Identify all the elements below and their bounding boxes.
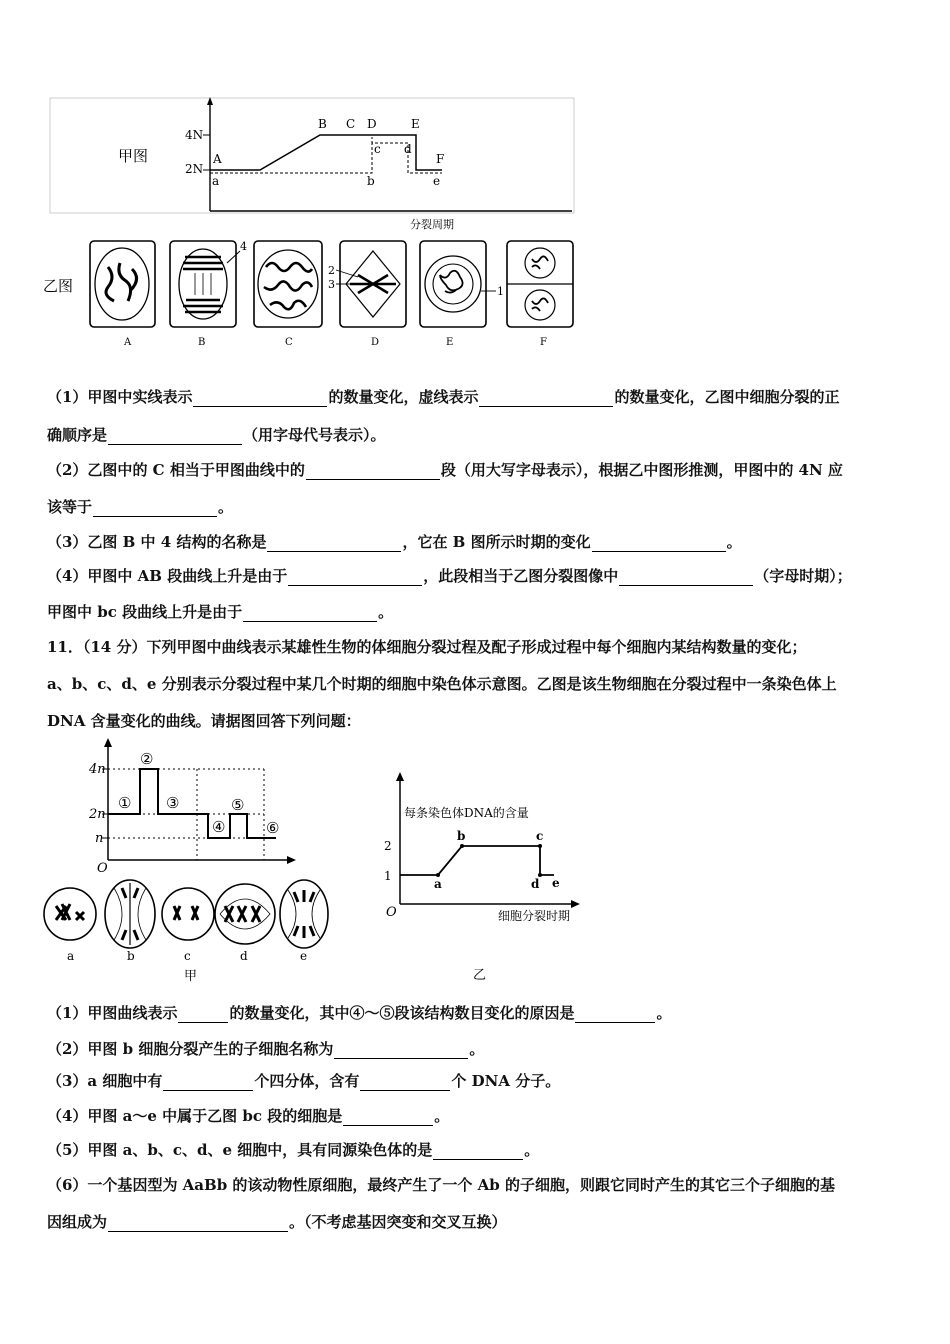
q10-line-3 <box>47 459 843 480</box>
cell-B <box>170 240 247 327</box>
q11-p3-text-c: 个 DNA 分子。 <box>451 1072 561 1090</box>
q10-p1-text-a: （1）甲图中实线表示 <box>47 388 193 406</box>
q10-blank-8[interactable] <box>288 571 422 586</box>
q11-blank-2[interactable] <box>575 1008 655 1023</box>
seg-2: ② <box>140 750 154 768</box>
y-label-n-f2: n <box>95 831 104 846</box>
label-4: 4 <box>240 240 247 253</box>
cell-label-c: c <box>184 949 191 963</box>
q11-blank-5[interactable] <box>360 1076 450 1091</box>
q10-p1-text-b: 的数量变化，虚线表示 <box>328 388 479 406</box>
caption-jia: 甲 <box>184 969 198 984</box>
cell-c <box>162 888 214 940</box>
q10-line-5 <box>47 531 742 552</box>
q10-blank-7[interactable] <box>592 537 726 552</box>
q11-p1-text-b: 的数量变化，其中④～⑤段该结构数目变化的原因是 <box>229 1004 575 1022</box>
cell-b <box>105 880 155 948</box>
cell-A <box>90 241 155 327</box>
cell-a <box>44 888 96 940</box>
q10-line-7 <box>47 601 393 622</box>
q11-line-1 <box>47 1002 671 1023</box>
q11-blank-1[interactable] <box>178 1008 228 1023</box>
q10-p4-text-c: （字母时期）； <box>754 567 852 585</box>
q11-intro-line-2 <box>47 673 837 694</box>
seg-5: ⑤ <box>231 796 245 814</box>
point-D: D <box>367 117 377 131</box>
q10-blank-9[interactable] <box>619 571 753 586</box>
q11-intro-line-1 <box>47 636 806 657</box>
cell-label-C: C <box>285 337 293 348</box>
y-label-2n-f2: 2n <box>89 807 106 822</box>
q10-blank-3[interactable] <box>108 430 242 445</box>
seg-3: ③ <box>166 794 180 812</box>
cell-label-D: D <box>371 337 380 348</box>
q10-p3-text-b: ，它在 B 图所示时期的变化 <box>402 533 591 551</box>
yi-y1: 1 <box>384 869 392 883</box>
q10-blank-6[interactable] <box>267 537 401 552</box>
q10-p2-text-d: 。 <box>218 498 234 516</box>
q11-p3-text-b: 个四分体，含有 <box>254 1072 360 1090</box>
q11-line-2 <box>47 1038 484 1059</box>
yi-y2: 2 <box>384 839 392 853</box>
cell-label-A: A <box>124 337 132 348</box>
cell-label-F: F <box>540 337 547 348</box>
q11-p1-text-a: （1）甲图曲线表示 <box>47 1004 178 1022</box>
q10-blank-10[interactable] <box>243 607 377 622</box>
q11-line-4 <box>47 1105 449 1126</box>
q10-p2-text-a: （2）乙图中的 C 相当于甲图曲线中的 <box>47 461 305 479</box>
q10-p2-text-c: 该等于 <box>47 498 93 516</box>
q10-p4-text-d: 甲图中 bc 段曲线上升是由于 <box>47 603 243 621</box>
q11-p6-text-b: 因组成为 <box>47 1213 108 1231</box>
cell-e <box>280 880 328 948</box>
q10-p1-text-d: 确顺序是 <box>47 426 108 444</box>
q11-line-3 <box>47 1070 560 1091</box>
q11-p3-text-a: （3）a 细胞中有 <box>47 1072 163 1090</box>
q11-p6-text-a: （6）一个基因型为 AaBb 的该动物性原细胞，最终产生了一个 Ab 的子细胞，则跟它同时产生的其它三个子细胞的基 <box>47 1176 835 1194</box>
point-b: b <box>367 174 375 188</box>
cell-D <box>328 241 406 327</box>
q11-blank-8[interactable] <box>108 1217 288 1232</box>
yi-point-c: c <box>536 829 544 843</box>
q10-p2-text-b: 段（用大写字母表示），根据乙中图形推测，甲图中的 4N 应 <box>440 461 843 479</box>
yi-ylabel: 每条染色体DNA的含量 <box>404 806 529 820</box>
q11-p5-text-b: 。 <box>524 1141 540 1159</box>
point-e: e <box>433 174 441 188</box>
yi-point-d: d <box>531 877 540 891</box>
q10-blank-5[interactable] <box>93 502 217 517</box>
seg-6: ⑥ <box>266 819 280 837</box>
figure-1 <box>40 95 585 355</box>
q10-p4-text-a: （4）甲图中 AB 段曲线上升是由于 <box>47 567 288 585</box>
figure-2-jia <box>40 738 340 988</box>
q10-line-4 <box>47 496 233 517</box>
point-E: E <box>411 117 420 131</box>
q10-blank-2[interactable] <box>479 392 613 407</box>
q10-p4-text-e: 。 <box>378 603 394 621</box>
q11-p4-text-b: 。 <box>434 1107 450 1125</box>
q10-line-6 <box>47 565 852 586</box>
cell-label-B: B <box>198 337 206 348</box>
point-A: A <box>213 152 222 166</box>
yi-point-b: b <box>457 829 466 843</box>
q10-p3-text-a: （3）乙图 B 中 4 结构的名称是 <box>47 533 267 551</box>
q10-p1-text-e: （用字母代号表示）。 <box>243 426 386 444</box>
q11-intro-line-3 <box>47 710 361 731</box>
q11-blank-7[interactable] <box>433 1145 523 1160</box>
cell-F <box>507 241 573 327</box>
y-label-4n: 4N <box>185 128 204 142</box>
yi-curve <box>400 846 554 875</box>
q10-p3-text-c: 。 <box>726 533 742 551</box>
seg-1: ① <box>118 794 132 812</box>
point-c: c <box>374 142 381 156</box>
jia-label: 甲图 <box>118 147 149 165</box>
figure-2-yi <box>370 770 600 985</box>
point-C: C <box>346 117 356 131</box>
q11-p6-text-c: 。（不考虑基因突变和交叉互换） <box>289 1213 507 1231</box>
y-label-4n-f2: 4n <box>89 762 106 777</box>
yi-origin: O <box>386 905 397 920</box>
point-d: d <box>404 142 412 156</box>
q11-intro-text-1: 11．（14 分）下列甲图中曲线表示某雄性生物的体细胞分裂过程及配子形成过程中每个细胞内某结构数量的变化； <box>47 638 807 656</box>
yi-point-e: e <box>552 876 560 890</box>
label-3: 3 <box>328 278 335 291</box>
q11-p5-text-a: （5）甲图 a、b、c、d、e 细胞中，具有同源染色体的是 <box>47 1141 433 1159</box>
q10-blank-4[interactable] <box>306 465 440 480</box>
cell-label-e: e <box>300 949 308 963</box>
yi-xlabel: 细胞分裂时期 <box>498 909 571 923</box>
q11-intro-text-2: a、b、c、d、e 分别表示分裂过程中某几个时期的细胞中染色体示意图。乙图是该生物细胞在分裂过程中一条染色体上 <box>47 675 837 693</box>
yi-point-a: a <box>434 877 442 891</box>
q10-line-1 <box>47 386 839 407</box>
q11-p1-text-c: 。 <box>656 1004 672 1022</box>
point-B: B <box>318 117 327 131</box>
point-a: a <box>212 174 220 188</box>
cell-C <box>254 241 322 327</box>
q10-blank-1[interactable] <box>193 392 327 407</box>
q11-p2-text-b: 。 <box>469 1040 485 1058</box>
label-1: 1 <box>497 285 504 298</box>
origin-f2: O <box>97 861 108 876</box>
seg-4: ④ <box>212 818 226 836</box>
point-F: F <box>436 152 445 166</box>
label-2: 2 <box>328 264 335 277</box>
cell-label-a: a <box>67 949 75 963</box>
cell-label-E: E <box>446 337 454 348</box>
q11-p2-text-a: （2）甲图 b 细胞分裂产生的子细胞名称为 <box>47 1040 334 1058</box>
q11-intro-text-3: DNA 含量变化的曲线。请据图回答下列问题： <box>47 712 361 730</box>
q11-line-7 <box>47 1211 507 1232</box>
cell-E <box>420 241 504 327</box>
q11-line-5 <box>47 1139 539 1160</box>
q10-line-2 <box>47 424 386 445</box>
cell-d <box>215 884 275 944</box>
jia-curve <box>108 769 276 838</box>
yi-label: 乙图 <box>43 277 74 295</box>
q10-p1-text-c: 的数量变化，乙图中细胞分裂的正 <box>614 388 840 406</box>
q11-line-6 <box>47 1174 835 1195</box>
caption-yi: 乙 <box>473 968 487 983</box>
q11-blank-3[interactable] <box>334 1044 468 1059</box>
x-axis-label: 分裂周期 <box>410 218 454 231</box>
q11-blank-6[interactable] <box>343 1111 433 1126</box>
cell-label-b: b <box>127 949 135 963</box>
q11-p4-text-a: （4）甲图 a～e 中属于乙图 bc 段的细胞是 <box>47 1107 343 1125</box>
q10-p4-text-b: ，此段相当于乙图分裂图像中 <box>423 567 619 585</box>
q11-blank-4[interactable] <box>163 1076 253 1091</box>
y-label-2n: 2N <box>185 162 204 176</box>
cell-label-d: d <box>240 949 248 963</box>
